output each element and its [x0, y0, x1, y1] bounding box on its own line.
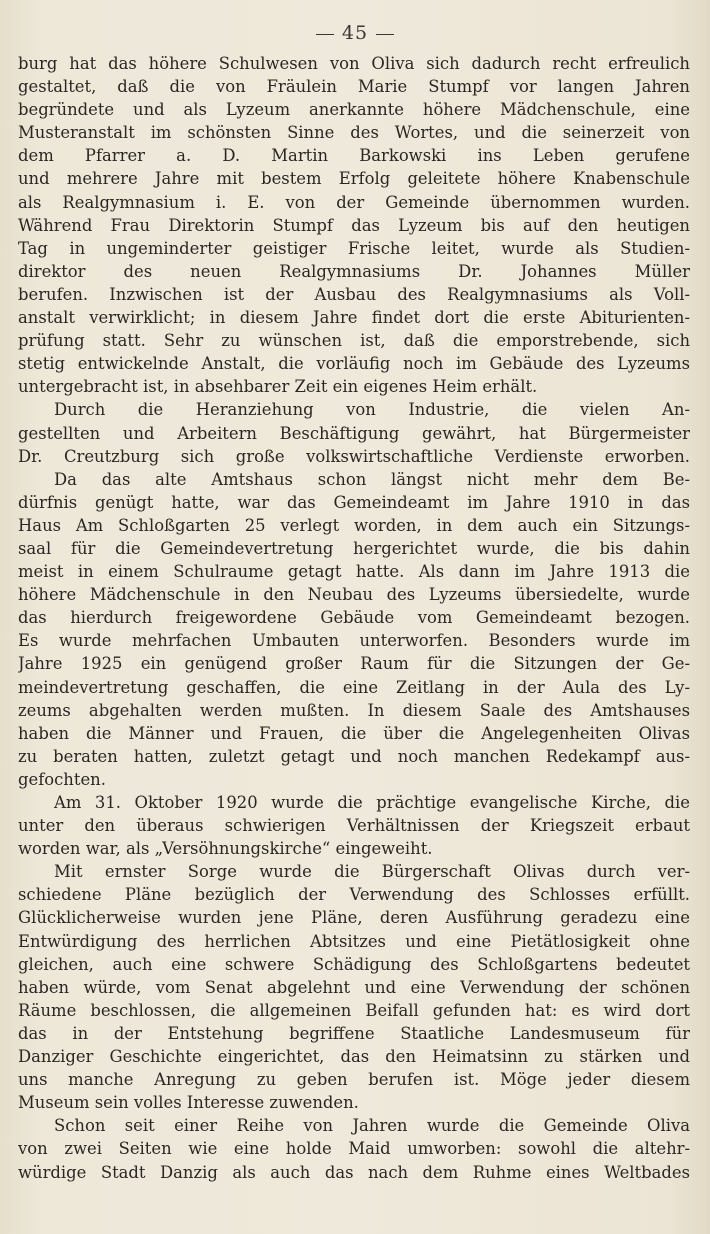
text-line: zeums abgehalten werden mußten. In diesem Saale des Amtshauses — [18, 700, 690, 720]
text-line: das in der Entstehung begriffene Staatliche Landesmuseum für — [18, 1023, 690, 1043]
text-line: Entwürdigung des herrlichen Abtsitzes und eine Pietätlosigkeit ohne — [18, 931, 690, 951]
text-line: Während Frau Direktorin Stumpf das Lyzeum bis auf den heutigen — [18, 215, 690, 235]
text-line: gestaltet, daß die von Fräulein Marie Stumpf vor langen Jahren — [18, 77, 690, 97]
text-line: Durch die Heranziehung von Industrie, die vielen An- — [54, 400, 690, 420]
page-number-dash-left — [316, 34, 334, 35]
text-line: Jahre 1925 ein genügend großer Raum für die Sitzungen der Ge- — [18, 654, 690, 674]
text-line: begründete und als Lyzeum anerkannte höhere Mädchenschule, eine — [18, 100, 690, 120]
text-line: Da das alte Amtshaus schon längst nicht mehr dem Be- — [54, 469, 690, 489]
text-line: meindevertretung geschaffen, die eine Zeitlang in der Aula des Ly- — [18, 677, 690, 697]
text-line: Dr. Creutzburg sich große volkswirtschaftliche Verdienste erworben. — [18, 446, 690, 466]
text-line: untergebracht ist, in absehbarer Zeit ein eigenes Heim erhält. — [18, 377, 538, 397]
text-line: direktor des neuen Realgymnasiums Dr. Johannes Müller — [18, 261, 690, 281]
text-line: Haus Am Schloßgarten 25 verlegt worden, in dem auch ein Sitzungs- — [18, 515, 690, 535]
text-line: und mehrere Jahre mit bestem Erfolg geleitete höhere Knabenschule — [18, 169, 690, 189]
text-line: gleichen, auch eine schwere Schädigung des Schloßgartens bedeutet — [18, 954, 690, 974]
text-line: Es wurde mehrfachen Umbauten unterworfen. Besonders wurde im — [18, 631, 690, 651]
text-line: von zwei Seiten wie eine holde Maid umworben: sowohl die altehr- — [18, 1139, 690, 1159]
text-line: schiedene Pläne bezüglich der Verwendung des Schlosses erfüllt. — [18, 885, 690, 905]
text-line: würdige Stadt Danzig als auch das nach dem Ruhme eines Weltbades — [18, 1162, 690, 1182]
text-line: haben die Männer und Frauen, die über die Angelegenheiten Olivas — [18, 723, 690, 743]
text-line: berufen. Inzwischen ist der Ausbau des Realgymnasiums als Voll- — [18, 284, 690, 304]
text-line: als Realgymnasium i. E. von der Gemeinde übernommen wurden. — [18, 192, 690, 212]
text-line: Musteranstalt im schönsten Sinne des Wortes, und die seinerzeit von — [18, 123, 690, 143]
text-line: Museum sein volles Interesse zuwenden. — [18, 1093, 359, 1113]
text-line: höhere Mädchenschule in den Neubau des Lyzeums übersiedelte, wurde — [18, 585, 690, 605]
text-line: prüfung statt. Sehr zu wünschen ist, daß die emporstrebende, sich — [18, 331, 690, 351]
text-line: unter den überaus schwierigen Verhältnissen der Kriegszeit erbaut — [18, 816, 690, 836]
text-line: Glücklicherweise wurden jene Pläne, deren Ausführung geradezu eine — [18, 908, 690, 928]
text-line: gefochten. — [18, 769, 106, 789]
page-number-dash-right — [376, 34, 394, 35]
text-line: Räume beschlossen, die allgemeinen Beifall gefunden hat: es wird dort — [18, 1000, 690, 1020]
text-line: Schon seit einer Reihe von Jahren wurde die Gemeinde Oliva — [54, 1116, 690, 1136]
text-line: burg hat das höhere Schulwesen von Oliva sich dadurch recht erfreulich — [18, 54, 690, 73]
text-line: das hierdurch freigewordene Gebäude vom Gemeindeamt bezogen. — [18, 608, 690, 628]
text-line: stetig entwickelnde Anstalt, die vorläufig noch im Gebäude des Lyzeums — [18, 354, 690, 374]
text-line: uns manche Anregung zu geben berufen ist. Möge jeder diesem — [18, 1070, 690, 1090]
text-line: Am 31. Oktober 1920 wurde die prächtige evangelische Kirche, die — [54, 793, 690, 812]
text-line: dem Pfarrer a. D. Martin Barkowski ins Leben gerufene — [18, 146, 690, 166]
page-number — [0, 22, 710, 44]
text-line: saal für die Gemeindevertretung hergerichtet wurde, die bis dahin — [18, 538, 690, 558]
body-text — [18, 52, 690, 1184]
text-line: Tag in ungeminderter geistiger Frische leitet, wurde als Studien- — [18, 238, 690, 258]
text-line: Mit ernster Sorge wurde die Bürgerschaft Olivas durch ver- — [54, 862, 690, 882]
page-number-text: 45 — [341, 22, 369, 44]
text-line: gestellten und Arbeitern Beschäftigung gewährt, hat Bürgermeister — [18, 423, 690, 443]
text-line: haben würde, vom Senat abgelehnt und eine Verwendung der schönen — [18, 977, 690, 997]
text-line: Danziger Geschichte eingerichtet, das den Heimatsinn zu stärken und — [18, 1047, 690, 1067]
text-line: dürfnis genügt hatte, war das Gemeindeamt im Jahre 1910 in das — [18, 492, 690, 512]
text-line: worden war, als „Versöhnungskirche“ eingeweiht. — [18, 839, 433, 859]
text-line: zu beraten hatten, zuletzt getagt und noch manchen Redekampf aus- — [18, 746, 690, 766]
text-line: meist in einem Schulraume getagt hatte. Als dann im Jahre 1913 die — [18, 562, 690, 582]
text-line: anstalt verwirklicht; in diesem Jahre findet dort die erste Abiturienten- — [18, 308, 690, 328]
